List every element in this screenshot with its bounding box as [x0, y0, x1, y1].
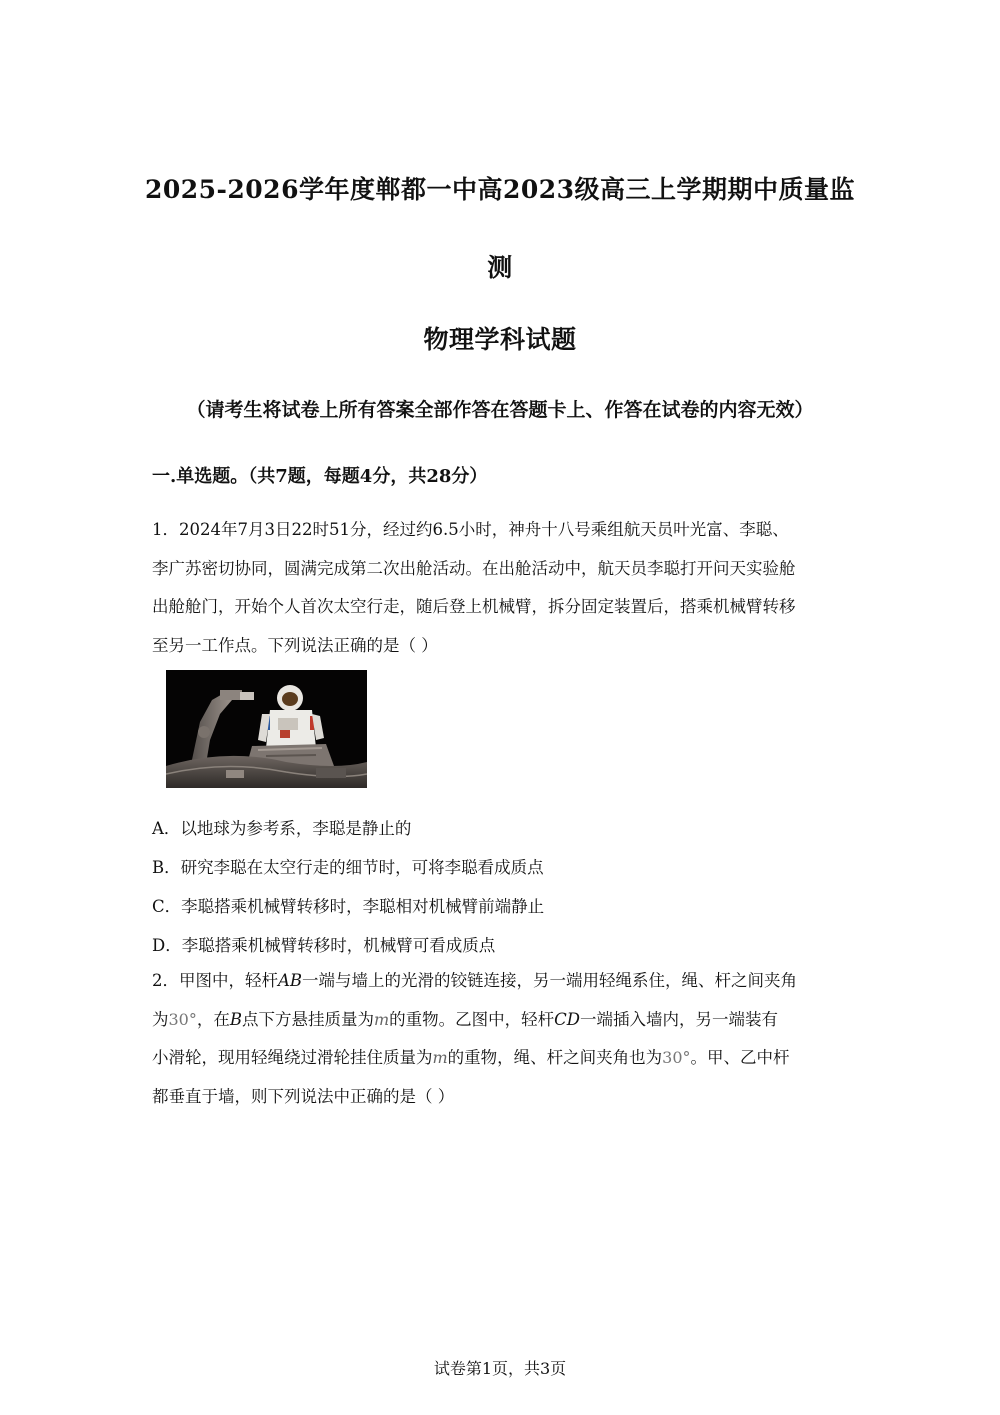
- question-2-line-1: [152, 962, 852, 1001]
- q2-text: 一端插入墙内，另一端装有: [580, 1009, 779, 1029]
- q2-rod-cd-label: CD: [554, 1009, 581, 1029]
- question-2-stem: [152, 962, 852, 1116]
- q2-angle-30-deg: 30°: [168, 1009, 197, 1029]
- exam-title-line-2: 测: [487, 253, 513, 282]
- q2-text: 的重物。乙图中，轻杆: [389, 1009, 555, 1029]
- question-1-option-d: D．李聪搭乘机械臂转移时，机械臂可看成质点: [152, 936, 496, 955]
- q2-mass-symbol: m: [374, 1009, 390, 1029]
- question-1-option-a: A．以地球为参考系，李聪是静止的: [152, 819, 412, 838]
- q2-point-b-label: B: [229, 1009, 242, 1029]
- question-1-stem: [152, 511, 852, 665]
- page-footer: 试卷第1页，共3页: [433, 1359, 567, 1378]
- question-2-line-2: [152, 1001, 852, 1040]
- section-heading-single-choice: 一.单选题。（共7题，每题4分，共28分）: [152, 466, 488, 487]
- question-1-option-b: B．研究李聪在太空行走的细节时，可将李聪看成质点: [152, 858, 544, 877]
- question-1-line-4: 至另一工作点。下列说法正确的是（ ）: [152, 635, 438, 655]
- q2-text: 的重物，绳、杆之间夹角也为: [447, 1048, 663, 1067]
- q2-text: 为: [152, 1009, 169, 1029]
- question-2-line-4: 都垂直于墙，则下列说法中正确的是（ ）: [152, 1086, 455, 1106]
- question-1-line-1: 1．2024年7月3日22时51分，经过约6.5小时，神舟十八号乘组航天员叶光富、李聪、: [152, 520, 789, 539]
- q2-text: 小滑轮，现用轻绳绕过滑轮挂住质量为: [152, 1048, 433, 1067]
- question-1-option-c: C．李聪搭乘机械臂转移时，李聪相对机械臂前端静止: [152, 897, 545, 916]
- q2-text: 。甲、乙中杆: [690, 1048, 790, 1067]
- question-1-line-3: 出舱舱门，开始个人首次太空行走，随后登上机械臂，拆分固定装置后，搭乘机械臂转移: [152, 597, 796, 616]
- q2-text: 点下方悬挂质量为: [242, 1009, 374, 1029]
- q2-text: ，在: [196, 1009, 230, 1029]
- question-2-line-3: [152, 1039, 852, 1078]
- q2-mass-symbol: m: [432, 1048, 448, 1067]
- q2-text: 2．甲图中，轻杆: [152, 971, 278, 990]
- astronaut-spacewalk-photo: [166, 670, 367, 788]
- exam-title-line-1: 2025-2026学年度郸都一中高2023级高三上学期期中质量监: [144, 175, 856, 204]
- question-1-line-2: 李广苏密切协同，圆满完成第二次出舱活动。在出舱活动中，航天员李聪打开问天实验舱: [152, 558, 796, 578]
- exam-notice: （请考生将试卷上所有答案全部作答在答题卡上、作答在试卷的内容无效）: [186, 399, 814, 421]
- q2-rod-ab-label: AB: [278, 971, 303, 990]
- q2-text: 一端与墙上的光滑的铰链连接，另一端用轻绳系住，绳、杆之间夹角: [302, 971, 798, 990]
- subject-title: 物理学科试题: [423, 325, 577, 354]
- q2-angle-30-deg: 30°: [662, 1048, 691, 1067]
